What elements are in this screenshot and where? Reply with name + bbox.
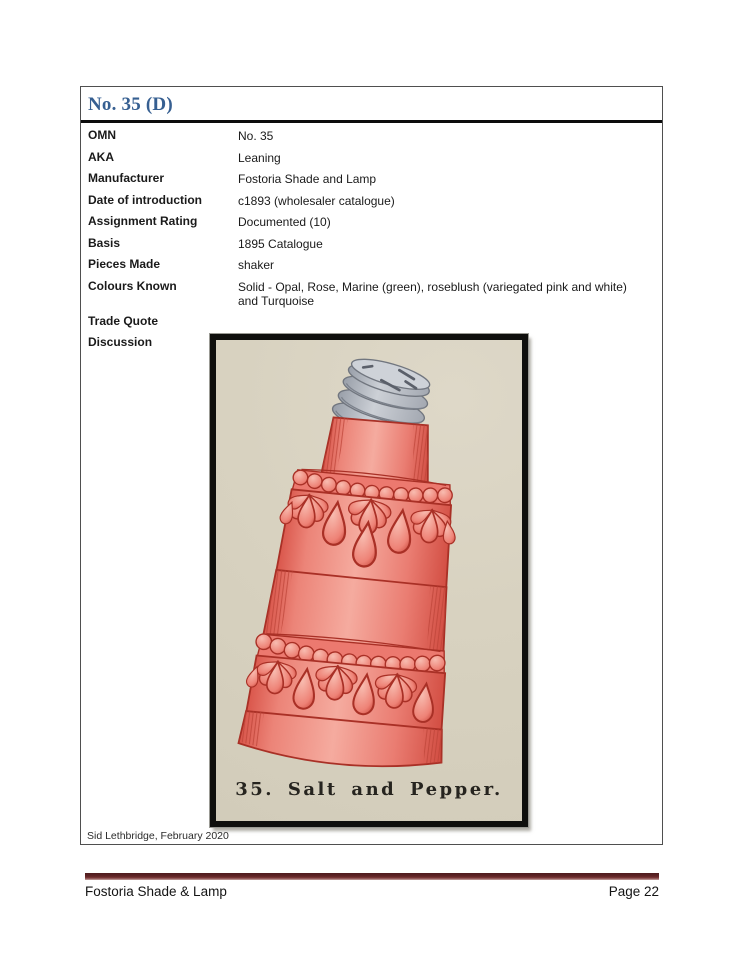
field-row-basis: [88, 237, 654, 251]
footer-rule: [85, 873, 659, 880]
field-row-pieces-made: [88, 258, 654, 272]
record-title-bar: [81, 87, 662, 123]
field-label: Date of introduction: [88, 192, 202, 207]
field-row-aka: [88, 151, 654, 165]
catalogue-figure: [210, 334, 528, 827]
record-fields: [81, 123, 662, 350]
field-value: 1895 Catalogue: [238, 236, 323, 251]
field-label: AKA: [88, 149, 114, 164]
field-label: Discussion: [88, 335, 153, 349]
field-row-trade-quote: [88, 315, 654, 329]
figure-caption: 35. Salt and Pepper.: [235, 779, 503, 800]
record-card: [80, 86, 663, 845]
field-row-omn: [88, 129, 654, 143]
credit-line: Sid Lethbridge, February 2020: [87, 830, 229, 842]
field-value: Documented (10): [238, 215, 331, 229]
field-value: c1893 (wholesaler catalogue): [238, 193, 395, 208]
field-row-manufacturer: [88, 172, 654, 186]
field-label: OMN: [88, 128, 116, 142]
footer-booklet-title: Fostoria Shade & Lamp: [85, 884, 227, 899]
field-label: Colours Known: [88, 278, 177, 293]
field-row-colours-known: [88, 280, 654, 308]
field-label: Manufacturer: [88, 171, 165, 185]
field-label: Basis: [88, 235, 121, 250]
footer-page-number: Page 22: [608, 884, 659, 899]
field-row-date-of-introduction: [88, 194, 654, 208]
field-row-assignment-rating: [88, 215, 654, 229]
page-footer: [85, 884, 659, 899]
field-label: Pieces Made: [88, 257, 161, 271]
field-value: No. 35: [238, 129, 274, 143]
salt-shaker-illustration: [216, 340, 522, 821]
field-value: Leaning: [238, 150, 281, 165]
field-value: Fostoria Shade and Lamp: [238, 172, 377, 186]
field-label: Trade Quote: [88, 314, 159, 328]
record-title: No. 35 (D): [88, 94, 173, 115]
field-value: shaker: [238, 258, 275, 272]
field-label: Assignment Rating: [88, 214, 198, 228]
field-value: Solid - Opal, Rose, Marine (green), roseblush (variegated pink and white) and Turquoise: [238, 279, 627, 308]
